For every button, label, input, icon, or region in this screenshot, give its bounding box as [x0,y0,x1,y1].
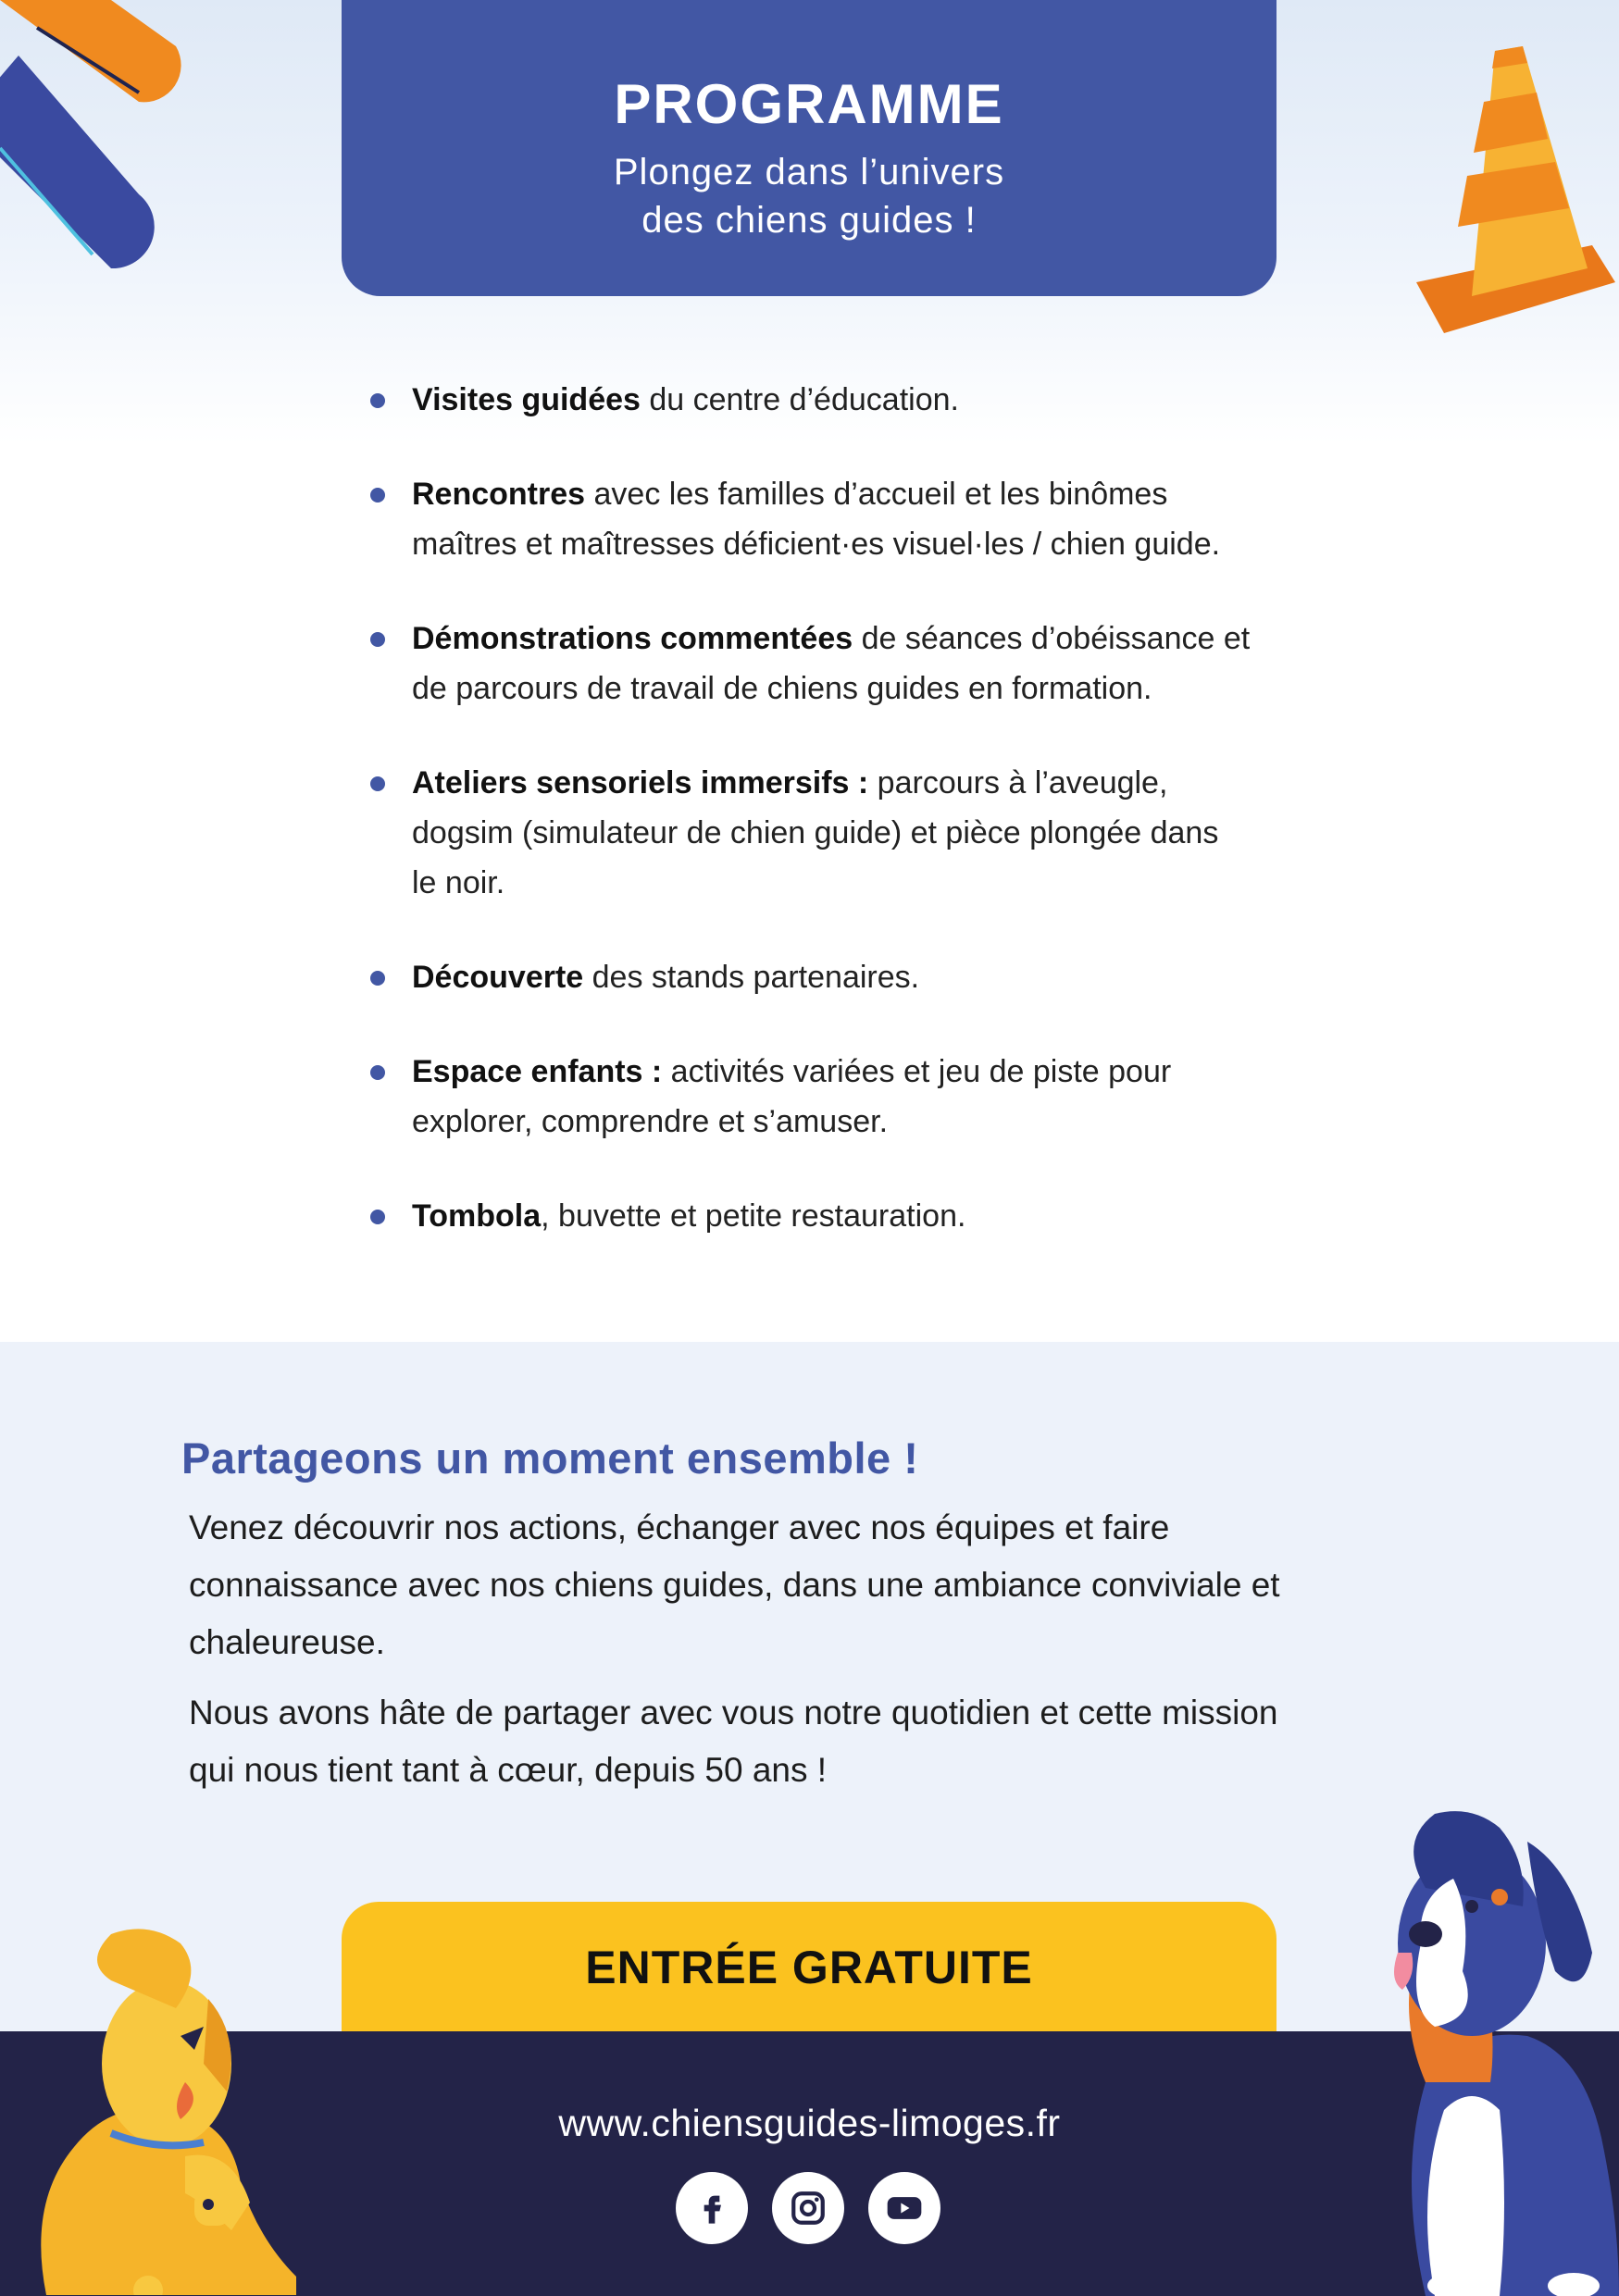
instagram-icon[interactable] [772,2172,844,2244]
list-item: Démonstrations commentées de séances d’obéissance et de parcours de travail de chiens guides en formation. [370,614,1333,714]
bullet-icon [370,1065,385,1080]
page-subtitle: Plongez dans l’univers des chiens guides ! [613,152,1005,241]
bullet-icon [370,971,385,986]
bernese-dog-illustration [1361,1805,1619,2296]
share-title: Partageons un moment ensemble ! [181,1433,919,1483]
free-entry-banner [342,1902,1277,2041]
program-header [342,0,1277,296]
bullet-icon [370,393,385,408]
free-entry-label: ENTRÉE GRATUITE [585,1942,1033,1993]
list-item: Tombola, buvette et petite restauration. [370,1191,1333,1241]
youtube-icon[interactable] [868,2172,940,2244]
social-links [676,2172,944,2246]
yellow-dog-illustration [19,1925,296,2295]
list-item: Découverte des stands partenaires. [370,952,1333,1002]
bullet-icon [370,632,385,647]
bullet-icon [370,776,385,791]
list-item: Espace enfants : activités variées et jeu de piste pour explorer, comprendre et s’amuser. [370,1047,1333,1147]
traffic-cone-illustration [1407,37,1619,333]
bullet-icon [370,1210,385,1224]
list-item: Ateliers sensoriels immersifs : parcours à l’aveugle, dogsim (simulateur de chien guide) et pièce plongée dans le noir. [370,758,1333,908]
share-text: Venez découvrir nos actions, échanger avec nos équipes et faire connaissance avec nos chiens guides, dans une ambiance conviviale et chaleureuse. Nous avons hâte de partager avec vous notre quotidien et cette mission qui nous tient tant à cœur, depuis 50 ans ! [189,1508,1280,1789]
website-link[interactable]: www.chiensguides-limoges.fr [558,2102,1061,2144]
page-title: PROGRAMME [614,73,1004,135]
bullet-icon [370,488,385,503]
program-list [370,375,1333,1241]
facebook-icon[interactable] [676,2172,748,2244]
decorative-strokes-illustration [0,0,204,333]
list-item: Rencontres avec les familles d’accueil et les binômes maîtres et maîtresses déficient·es visuel·les / chien guide. [370,469,1333,569]
list-item: Visites guidées du centre d’éducation. [370,375,1333,425]
